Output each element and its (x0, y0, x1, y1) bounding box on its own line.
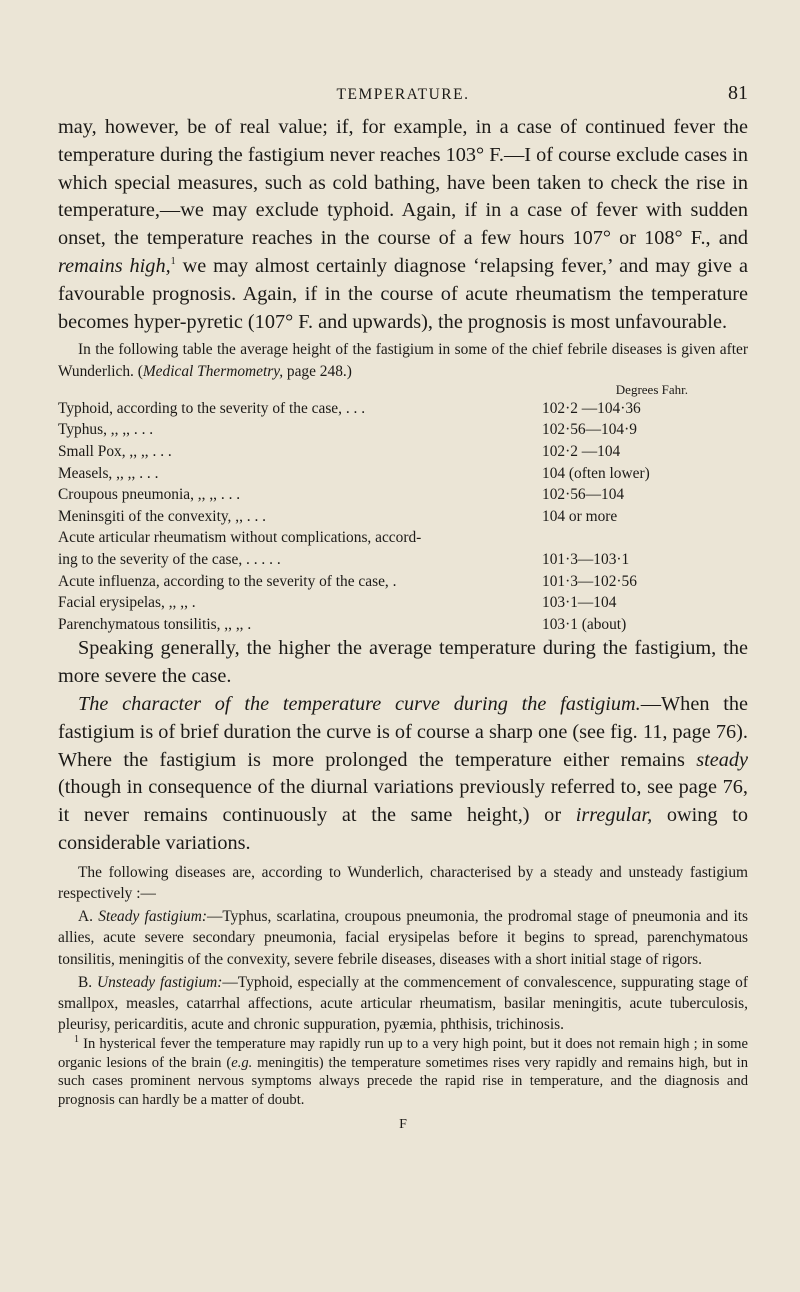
table-row: Croupous pneumonia, ,, ,, . . . 102·56—104 (58, 486, 625, 504)
remains-high-emphasis: remains high, (58, 254, 171, 277)
page-number: 81 (728, 82, 748, 104)
unsteady-fastigium-list: B. Unsteady fastigium:—Typhoid, especially at the commencement of convalescence, suppurating stage of smallpox, measles, catarrhal affections, acute articular rheumatism, basilar meningitis, acute tuberculosis, pleurisy, pericarditis, acute and chronic suppuration, pyæmia, phthisis, trichinosis. (58, 973, 748, 1034)
table-row: Typhoid, according to the severity of the case, . . . 102·2 —104·36 (58, 399, 641, 417)
paragraph-general: Speaking generally, the higher the average temperature during the fastigium, the more severe the case. (58, 637, 748, 688)
table-row: Typhus, ,, ,, . . . 102·56—104·9 (58, 421, 637, 439)
steady-fastigium-list: A. Steady fastigium:—Typhus, scarlatina, croupous pneumonia, the prodromal stage of pneumonia and its allies, acute severe secondary pneumonia, facial erysipelas before it begins to spread, parenchymatous tonsilitis, meningitis of the convexity, severe febrile diseases, diseases with a short initial stage of rigors. (58, 908, 748, 968)
running-head: TEMPERATURE. (336, 86, 470, 103)
footnote-mark[interactable]: 1 (170, 256, 176, 268)
footnote-mark: 1 (74, 1034, 79, 1046)
source-title: Medical Thermometry, (142, 362, 284, 380)
section-heading: The character of the temperature curve during the fastigium. (78, 692, 641, 715)
table-row: Meninsgiti of the convexity, ,, . . . 104 or more (58, 507, 618, 525)
page-body (58, 114, 748, 1139)
table-row: Facial erysipelas, ,, ,, . 103·1—104 (58, 594, 617, 612)
table-row: Acute articular rheumatism without complications, accord- (58, 529, 422, 547)
table-row: Parenchymatous tonsilitis, ,, ,, . 103·1 (about) (58, 615, 627, 633)
fastigium-table (58, 382, 748, 636)
table-row: ing to the severity of the case, . . . . . 101·3—103·1 (58, 550, 630, 568)
unit-header: Degrees Fahr. (615, 381, 688, 397)
table-row: Measels, ,, ,, . . . 104 (often lower) (58, 464, 650, 482)
signature-mark: F (399, 1116, 407, 1132)
table-row: Small Pox, ,, ,, . . . 102·2 —104 (58, 442, 621, 460)
footnote: $^1$ In hysterical fever the temperature may rapidly run up to a very high point, but it does not remain high ; in some organic lesions of the brain (e.g. meningitis) the temperature sometimes rises very rapidly and remains high, but in such cases prominent nervous symptoms always precede the rapid rise in temperature, and the diagnosis and prognosis can hardly be a matter of doubt. (58, 1034, 749, 1108)
paragraph-curve-character: The character of the temperature curve during the fastigium.—When the fastigium is of brief duration the curve is of course a sharp one (see fig. 11, page 76). Where the fastigium is more prolonged the temperature either remains steady (though in consequence of the diurnal variations previously referred to, see page 76, it never remains continuously at the same height,) or irregular, owing to considerable variations. (58, 692, 748, 854)
classification-section (58, 862, 748, 1036)
classification-intro: The following diseases are, according to Wunderlich, characterised by a steady and unsteady fastigium respectively :— (58, 863, 748, 902)
table-intro: In the following table the average height of the fastigium in some of the chief febrile diseases is given after Wunderlich. (Medical Thermometry, page 248.) (58, 341, 748, 380)
page-header (58, 82, 748, 110)
paragraph-continued-fever: may, however, be of real value; if, for example, in a case of continued fever the temperature during the fastigium never reaches 103° F.—I of course exclude cases in which special measures, such as cold bathing, have been taken to check the rise in temperature,—we may exclude typhoid. Again, if in a case of fever with sudden onset, the temperature reaches in the course of a few hours 107° or 108° F., and remains high,$^1$ we may almost certainly diagnose ‘relapsing fever,’ and may give a favourable prognosis. Again, if in the course of acute rheumatism the temperature becomes hyper-pyretic (107° F. and upwards), the prognosis is most unfavourable. (58, 116, 748, 333)
table-row: Acute influenza, according to the severity of the case, . 101·3—102·56 (58, 572, 637, 590)
